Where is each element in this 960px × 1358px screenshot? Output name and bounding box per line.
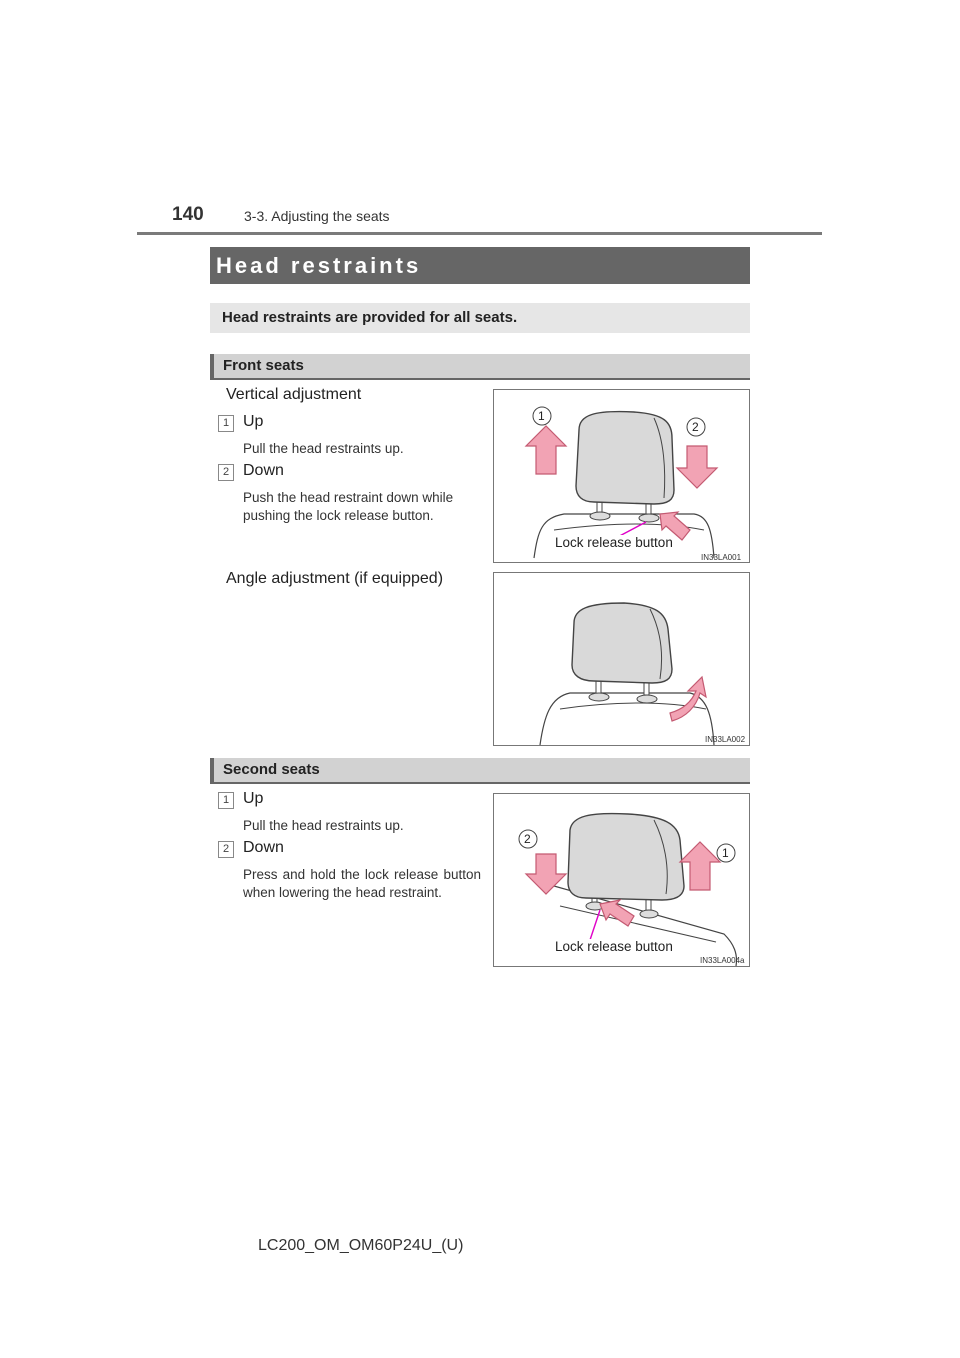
front-angle-figure [493,572,750,746]
lock-release-callout: Lock release button [555,939,673,954]
item-number-badge: 2 [218,841,234,858]
down-label: Down [243,839,284,856]
figure-code: IN33LA002 [705,735,746,744]
page-title: Head restraints [210,247,750,284]
up-label: Up [243,413,264,430]
angle-adjustment-label: Angle adjustment (if equipped) [226,570,444,587]
front-vertical-figure [493,389,750,563]
second-seats-heading: Second seats [210,758,750,784]
vertical-adjustment-label: Vertical adjustment [226,386,362,403]
front-seats-heading: Front seats [210,354,750,380]
figure-code: IN33LA004a [700,956,745,965]
figure-mark-2: 2 [692,420,699,434]
figure-mark-1: 1 [722,846,729,860]
section-breadcrumb: 3-3. Adjusting the seats [244,208,390,224]
item-number-badge: 1 [218,792,234,809]
item-number-badge: 2 [218,464,234,481]
item-number-badge: 1 [218,415,234,432]
down-label: Down [243,462,284,479]
manual-code-footer: LC200_OM_OM60P24U_(U) [258,1237,464,1254]
page-number: 140 [172,204,204,225]
up-description: Pull the head restraints up. [243,441,404,456]
up-description: Pull the head restraints up. [243,818,404,833]
figure-mark-1: 1 [538,409,545,423]
down-description-line1: Push the head restraint down while [243,490,454,505]
figure-code: IN33LA001 [701,553,742,562]
down-description-line2: pushing the lock release button. [243,508,434,523]
lock-release-callout: Lock release button [555,535,673,550]
up-label: Up [243,790,264,807]
headrest-tilt-illustration [494,573,751,747]
header-divider [137,232,822,235]
down-description: Press and hold the lock release button when lowering the head restraint. [243,867,481,900]
intro-banner: Head restraints are provided for all seats. [210,303,750,333]
figure-mark-2: 2 [524,832,531,846]
second-seats-figure [493,793,750,967]
